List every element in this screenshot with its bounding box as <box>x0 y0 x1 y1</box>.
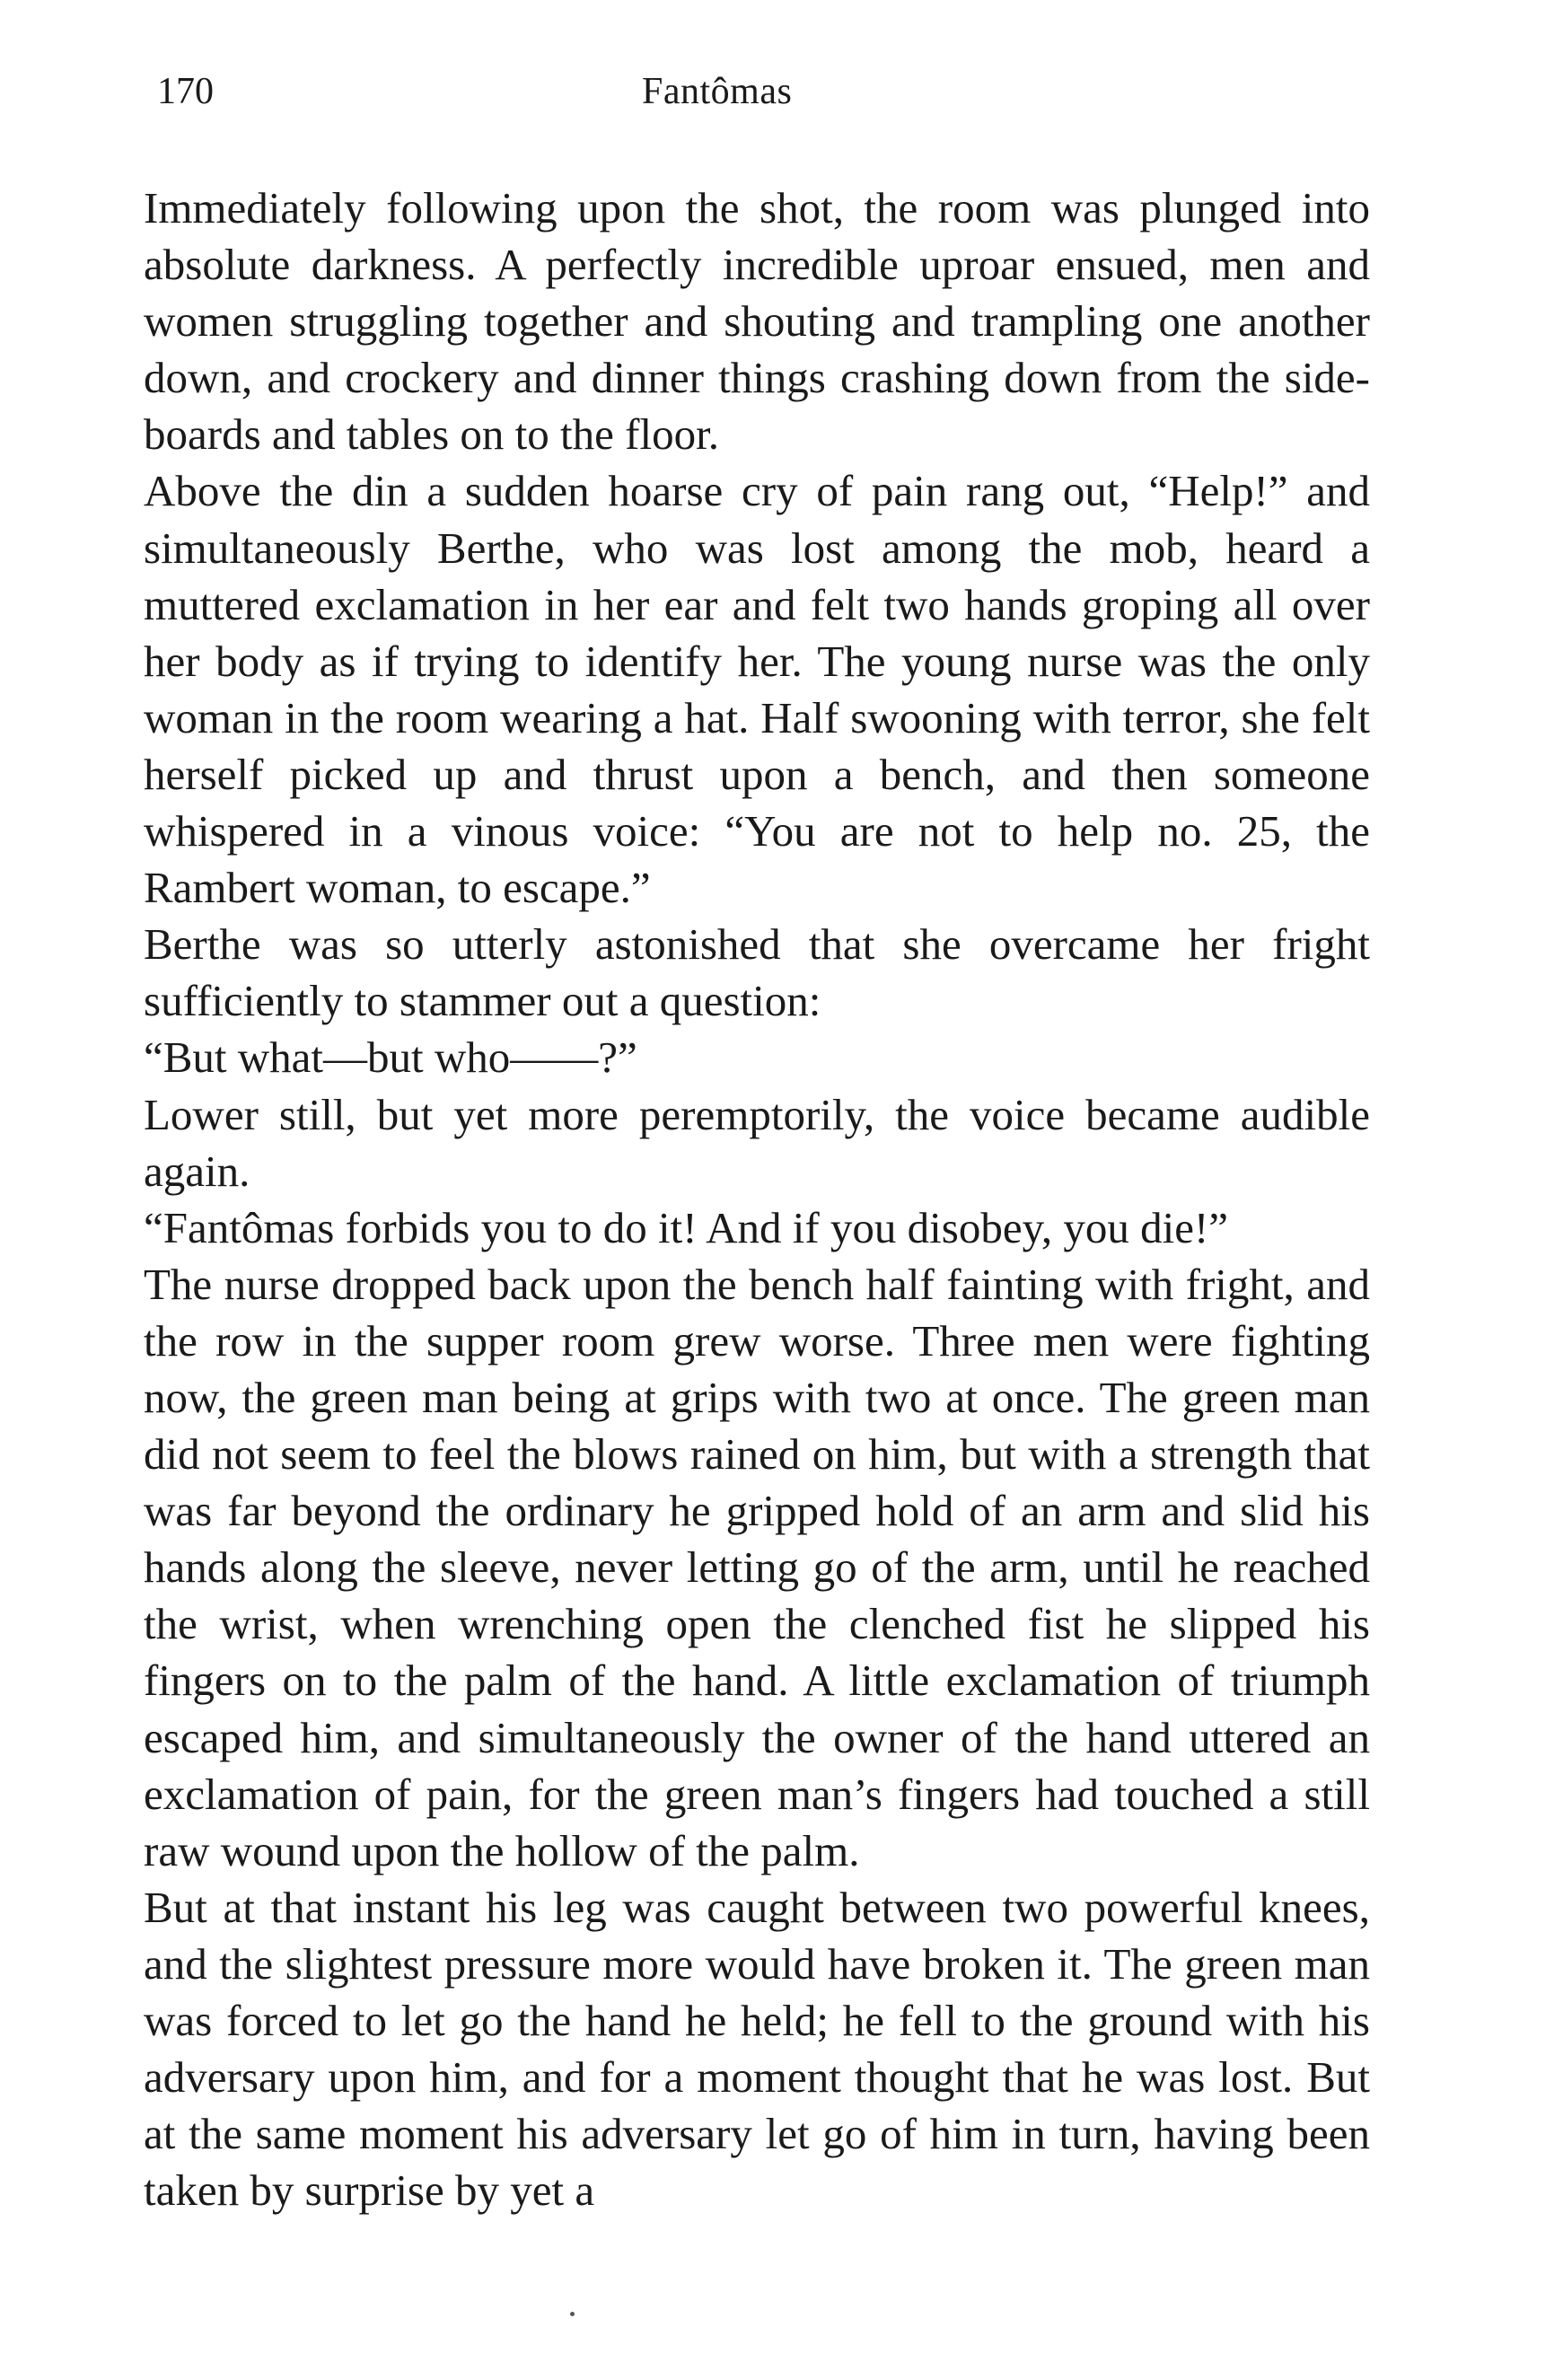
page-number: 170 <box>157 71 214 112</box>
print-speck <box>570 2312 575 2316</box>
paragraph: Lower still, but yet more peremptorily, the voice became audible again. <box>144 1089 1370 1196</box>
paragraph: “Fantômas forbids you to do it! And if you disobey, you die!” <box>144 1202 1229 1252</box>
paragraph: But at that instant his leg was caught between two powerful knees, and the slightest pressure more would have broken it. The green man was forced to let go the hand he held; he fell to the ground with his adversary upon him, and for a moment thought that he was lost. But at the same moment his adversary let go of him in turn, having been taken by surprise by yet a <box>144 1882 1370 2216</box>
paragraph: Berthe was so utterly astonished that she overcame her fright sufficiently to stammer out a question: <box>144 919 1370 1026</box>
body-text <box>144 180 1370 2218</box>
paragraph: Above the din a sudden hoarse cry of pain rang out, “Help!” and simultaneously Berthe, who was lost among the mob, heard a muttered exclamation in her ear and felt two hands groping all over her body as if trying to identify her. The young nurse was the only woman in the room wearing a hat. Half swooning with terror, she felt herself picked up and thrust upon a bench, and then someone whispered in a vinous voice: “You are not to help no. 25, the Rambert woman, to escape.” <box>144 466 1370 913</box>
paragraph: “But what—but who——?” <box>144 1032 637 1083</box>
paragraph: The nurse dropped back upon the bench half fainting with fright, and the row in the supper room grew worse. Three men were fighting now, the green man being at grips with two at once. The green man did not seem to feel the blows rained on him, but with a strength that was far beyond the ordinary he gripped hold of an arm and slid his hands along the sleeve, never letting go of the arm, until he reached the wrist, when wrenching open the clenched fist he slipped his fingers on to the palm of the hand. A little exclamation of triumph escaped him, and simultaneously the owner of the hand uttered an exclamation of pain, for the green man’s fingers had touched a still raw wound upon the hollow of the palm. <box>144 1259 1370 1875</box>
paragraph: Immediately following upon the shot, the room was plunged into absolute darkness. A perfectly incredible uproar ensued, men and women struggling together and shouting and trampling one another down, and crockery and dinner things crashing down from the side-boards and tables on to the floor. <box>144 183 1370 460</box>
running-title: Fantômas <box>642 71 793 112</box>
running-head <box>157 65 1428 119</box>
